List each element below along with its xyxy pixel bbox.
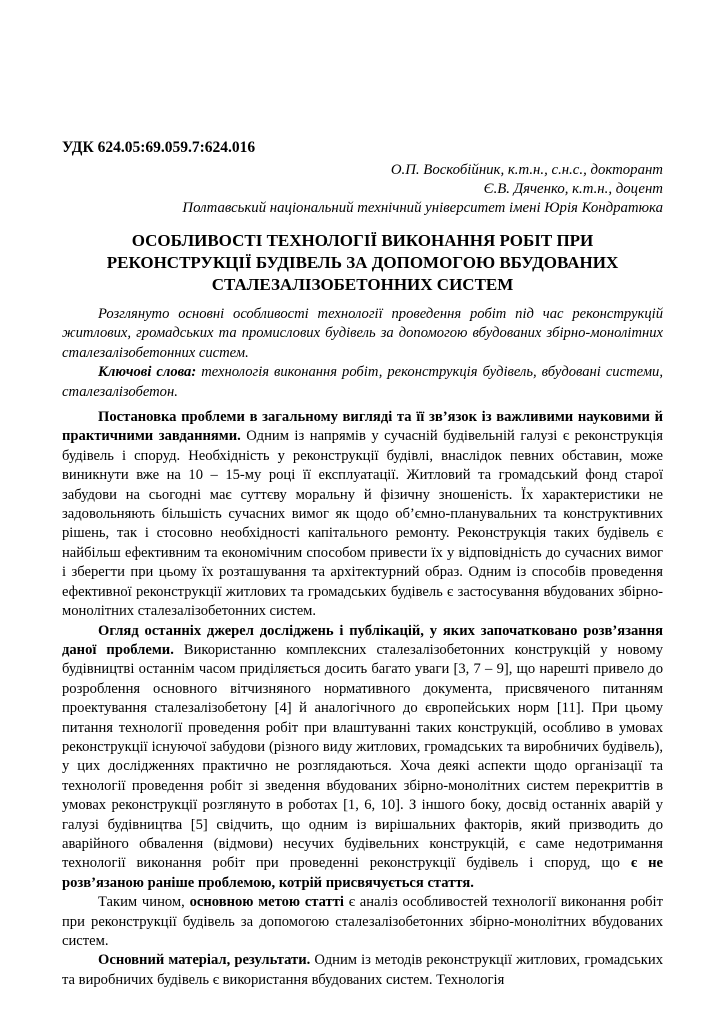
author-line-1: О.П. Воскобійник, к.т.н., с.н.с., докторант [390,162,663,178]
page-content [62,138,663,990]
paragraph-sources-review: Огляд останніх джерел досліджень і публікацій, у яких започатковано розв’язання даної проблеми. Використанню комплексних сталезалізобетонних конструкцій у новому будівництві останнім часом приділяється досить багато уваги [3, 7 – 9], що нарешті привело до розроблення основного вітчизняного нормативного документа, присвяченого питанням проектування сталезалізобетону [4] й аналогічного до європейських норм [11]. При цьому питання технології проведення робіт при влаштуванні таких конструкцій, особливо в умовах реконструкції існуючої забудови (різного виду житлових, громадських та виробничих будівель), у цих дослідженнях практично не розглядаються. Хоча деякі аспекти щодо організації та технології проведення робіт зі зведення вбудованих збірно-монолітних систем перекриттів в умовах реконструкції розглянуто в роботах [1, 6, 10]. З іншого боку, досвід останніх аварій у галузі будівництва [5] свідчить, що одним із вирішальних факторів, який призводить до аварійного обвалення (відмови) несучих будівельних конструкцій, є саме недотримання технології виконання робіт при проведенні реконструкції будівель і споруд, що є не розв’язаною раніше проблемою, котрій присвячується стаття. [62,622,663,891]
abstract-section [62,305,663,402]
paragraph-main-material: Основний матеріал, результати. Одним із методів реконструкції житлових, громадських та виробничих будівель є використання вбудованих систем. Технологія [62,952,663,988]
abstract-text: Розглянуто основні особливості технології проведення робіт під час реконструкцій житлових, громадських та промислових будівель за допомогою вбудованих збірно-монолітних сталезалізобетонних систем. [62,306,663,361]
keywords-line: Ключові слова: технологія виконання робіт, реконструкція будівель, вбудовані системи, сталезалізобетон. [62,364,663,400]
title-line-3: СТАЛЕЗАЛІЗОБЕТОННИХ СИСТЕМ [211,275,514,294]
article-body [62,408,663,990]
authors-block [62,161,663,218]
paragraph-problem-statement: Постановка проблеми в загальному вигляді та її зв’язок із важливими науковими й практичними завданнями. Одним із напрямів у сучасній будівельній галузі є реконструкція будівель і споруд. Необхідність у реконструкції будівлі, внаслідок певних обставин, може виникнути вже на 10 – 15-му році її експлуатації. Житловий та громадський фонд старої забудови на сьогодні має суттєву моральну й фізичну зношеність. Їх характеристики не задовольняють більшість сучасних вимог як щодо об’ємно-планувальних та конструктивних рішень, так і стосовно необхідності капітального ремонту. Реконструкція таких будівель є найбільш ефективним та економічним способом привести їх у відповідність до сучасних вимог і зберегти при цьому їх розташування та архітектурний образ. Одним із способів проведення ефективної реконструкції житлових та громадських будівель є застосування вбудованих збірно-монолітних сталезалізобетонних систем. [62,409,663,620]
udc-code: УДК 624.05:69.059.7:624.016 [62,139,256,156]
title-line-1: ОСОБЛИВОСТІ ТЕХНОЛОГІЇ ВИКОНАННЯ РОБІТ ПРИ [131,231,594,250]
affiliation-line: Полтавський національний технічний університет імені Юрія Кондратюка [182,200,663,216]
author-line-2: Є.В. Дяченко, к.т.н., доцент [483,181,663,197]
paragraph-article-goal: Таким чином, основною метою статті є аналіз особливостей технології виконання робіт при реконструкції будівель за допомогою сталезалізобетонних збірно-монолітних вбудованих систем. [62,894,663,949]
title-line-2: РЕКОНСТРУКЦІЇ БУДІВЕЛЬ ЗА ДОПОМОГОЮ ВБУДОВАНИХ [106,253,619,272]
article-title [62,230,663,296]
